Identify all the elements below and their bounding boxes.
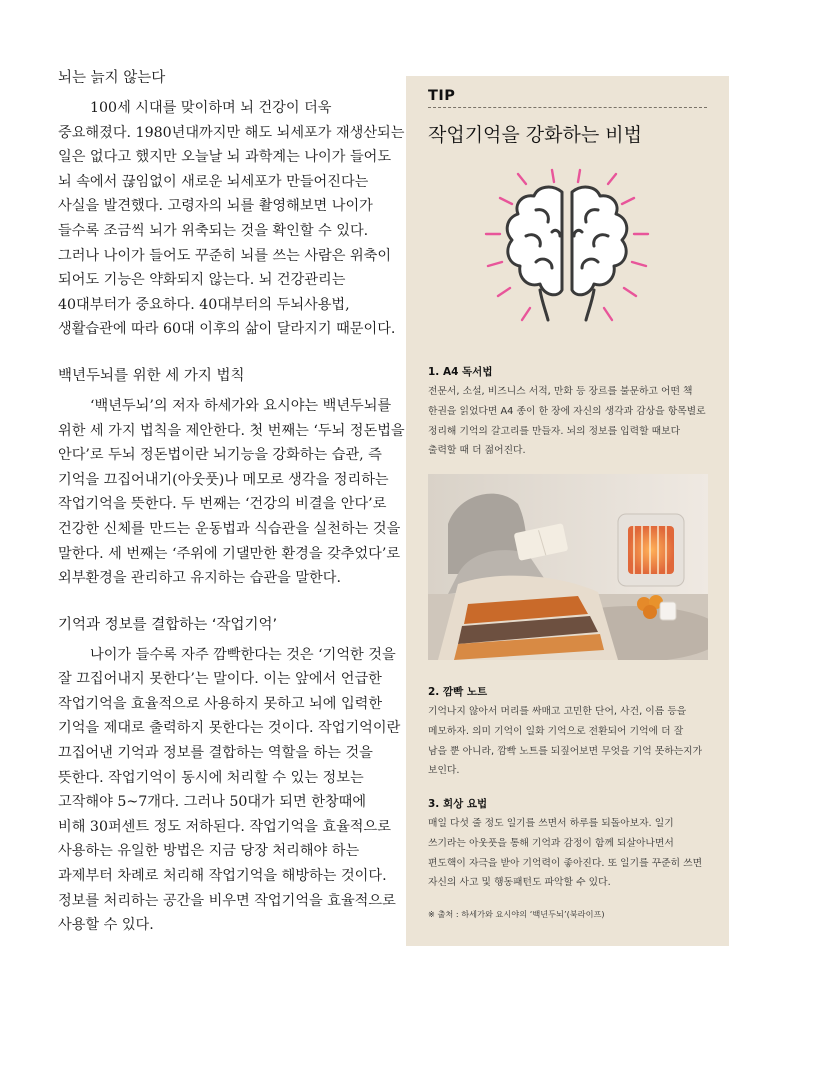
text-line: 나이가 들수록 자주 깜빡한다는 것은 ‘기억한 것을: [90, 646, 396, 663]
text-line: 작업기억을 뜻한다. 두 번째는 ‘건강의 비결을 안다’로: [58, 496, 387, 513]
tip-item: [428, 794, 713, 893]
tip-item-title: 3. 회상 요법: [428, 798, 488, 810]
tip-item: [428, 362, 713, 461]
text-line: 사실을 발견했다. 고령자의 뇌를 촬영해보면 나이가: [58, 198, 373, 215]
text-line: 자신의 사고 및 행동패턴도 파악할 수 있다.: [428, 877, 611, 889]
section-paragraph: [58, 643, 401, 938]
article-body: [58, 66, 405, 938]
tip-item-body: [428, 702, 713, 781]
text-line: 보인다.: [428, 765, 460, 777]
text-line: 생활습관에 따라 60대 이후의 삶이 달라지기 때문이다.: [58, 321, 396, 338]
tip-item-body: [428, 814, 713, 893]
text-line: 기억을 끄집어내기(아웃풋)나 메모로 생각을 정리하는: [58, 471, 389, 488]
section-title: 백년두뇌를 위한 세 가지 법칙: [58, 367, 245, 384]
section-title: 뇌는 늙지 않는다: [58, 70, 166, 86]
reading-woman-photo: [428, 474, 708, 660]
text-line: 잘 끄집어내지 못한다’는 말이다. 이는 앞에서 언급한: [58, 671, 382, 688]
text-line: 정리해 기억의 갈고리를 만들자. 뇌의 정보를 입력할 때보다: [428, 425, 681, 437]
text-line: 중요해졌다. 1980년대까지만 해도 뇌세포가 재생산되는: [58, 124, 405, 141]
text-line: 되어도 기능은 약화되지 않는다. 뇌 건강관리는: [58, 272, 346, 289]
text-line: ‘백년두뇌’의 저자 하세가와 요시야는 백년두뇌를: [90, 397, 392, 414]
tip-item-title: 1. A4 독서법: [428, 366, 493, 378]
section-title: 기억과 정보를 결합하는 ‘작업기억’: [58, 616, 278, 633]
text-line: 작업기억을 효율적으로 사용하지 못하고 뇌에 입력한: [58, 695, 383, 712]
text-line: 과제부터 차례로 처리해 작업기억을 해방하는 것이다.: [58, 868, 387, 885]
tip-item-title: 2. 깜빡 노트: [428, 686, 488, 698]
dashed-divider: [428, 107, 707, 108]
text-line: 사용할 수 있다.: [58, 917, 154, 934]
tip-label: TIP: [428, 88, 456, 104]
text-line: 고작해야 5~7개다. 그러나 50대가 되면 한창때에: [58, 794, 367, 811]
text-line: 위한 세 가지 법칙을 제안한다. 첫 번째는 ‘두뇌 정돈법을: [58, 422, 405, 439]
text-line: 일은 없다고 했지만 오늘날 뇌 과학계는 나이가 들어도: [58, 149, 392, 166]
text-line: 쓰기라는 아웃풋을 통해 기억과 감정이 함께 되살아나면서: [428, 837, 674, 849]
text-line: 출력할 때 더 젊어진다.: [428, 445, 526, 457]
text-line: 뜻한다. 작업기억이 동시에 처리할 수 있는 정보는: [58, 769, 364, 786]
text-line: 정보를 처리하는 공간을 비우면 작업기억을 효율적으로: [58, 892, 396, 909]
text-line: 40대부터가 중요하다. 40대부터의 두뇌사용법,: [58, 296, 350, 313]
text-line: 안다’로 두뇌 정돈법이란 뇌기능을 강화하는 습관, 즉: [58, 447, 382, 464]
text-line: 말한다. 세 번째는 ‘주위에 기댈만한 환경을 갖추었다’로: [58, 545, 401, 562]
text-line: 들수록 조금씩 뇌가 위축되는 것을 확인할 수 있다.: [58, 222, 369, 239]
tip-item: [428, 682, 713, 781]
text-line: 뇌 속에서 끊임없이 새로운 뇌세포가 만들어진다는: [58, 173, 369, 190]
text-line: 끄집어낸 기억과 정보를 결합하는 역할을 하는 것을: [58, 745, 373, 762]
brain-icon: [482, 162, 652, 332]
text-line: 건강한 신체를 만드는 운동법과 식습관을 실천하는 것을: [58, 520, 401, 537]
text-line: 100세 시대를 맞이하며 뇌 건강이 더욱: [90, 100, 332, 116]
text-line: 비해 30퍼센트 정도 저하된다. 작업기억을 효율적으로: [58, 818, 391, 835]
tip-title: 작업기억을 강화하는 비법: [428, 124, 642, 146]
text-line: 전문서, 소설, 비즈니스 서적, 만화 등 장르를 불문하고 어떤 책: [428, 386, 693, 397]
text-line: 외부환경을 관리하고 유지하는 습관을 말한다.: [58, 570, 341, 587]
tip-item-body: [428, 382, 713, 461]
source-citation: ※ 출처 : 하세가와 요시야의 ‘백년두뇌’(북라이프): [428, 909, 605, 919]
text-line: 한권을 읽었다면 A4 종이 한 장에 자신의 생각과 감상을 항목별로: [428, 405, 706, 417]
text-line: 기억나지 않아서 머리를 싸매고 고민한 단어, 사건, 이름 등을: [428, 706, 687, 717]
text-line: 기억을 제대로 출력하지 못한다는 것이다. 작업기억이란: [58, 720, 401, 737]
photo-illustration: [428, 474, 708, 660]
text-line: 편도핵이 자극을 받아 기억력이 좋아진다. 또 일기를 꾸준히 쓰면: [428, 857, 703, 869]
text-line: 매일 다섯 줄 정도 일기를 쓰면서 하루를 되돌아보자. 일기: [428, 818, 674, 829]
section-paragraph: [58, 96, 405, 342]
tip-panel: [406, 76, 729, 946]
text-line: 그러나 나이가 들어도 꾸준히 뇌를 쓰는 사람은 위축이: [58, 247, 392, 264]
text-line: 사용하는 유일한 방법은 지금 당장 처리해야 하는: [58, 843, 360, 860]
text-line: 남을 뿐 아니라, 깜빡 노트를 되짚어보면 무엇을 기억 못하는지가: [428, 745, 703, 757]
text-line: 메모하자. 의미 기억이 일화 기억으로 전환되어 기억에 더 잘: [428, 725, 684, 737]
section-paragraph: [58, 394, 405, 591]
